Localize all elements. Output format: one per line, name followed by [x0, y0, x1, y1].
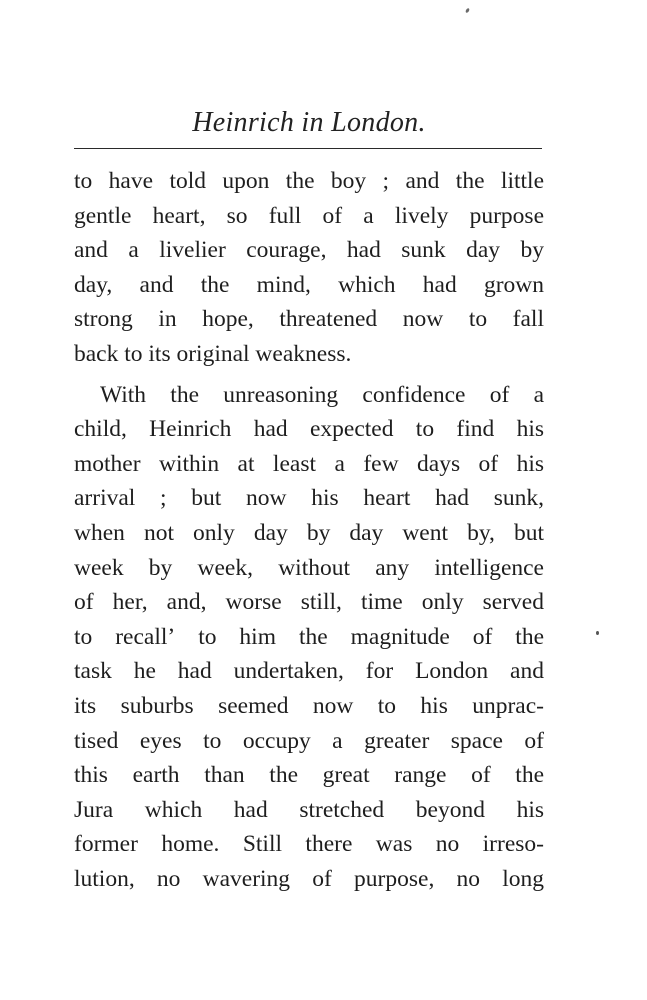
- ink-speck: [596, 631, 599, 635]
- header-rule: [74, 148, 542, 149]
- text-line: week by week, without any intelligence: [74, 554, 544, 581]
- text-line: With the unreasoning confidence of a: [100, 381, 544, 408]
- text-line: this earth than the great range of the: [74, 762, 544, 789]
- text-line: back to its original weakness.: [74, 340, 352, 367]
- text-line: Jura which had stretched beyond his: [74, 796, 544, 823]
- text-line: to have told upon the boy ; and the little: [74, 168, 544, 194]
- paragraph-1: [74, 164, 544, 372]
- paragraph-2: [74, 378, 544, 897]
- text-line: child, Heinrich had expected to find his: [74, 416, 544, 443]
- text-line: of her, and, worse still, time only served: [74, 589, 544, 616]
- text-line: arrival ; but now his heart had sunk,: [74, 485, 544, 512]
- text-line: task he had undertaken, for London and: [74, 658, 544, 685]
- text-line: and a livelier courage, had sunk day by: [74, 237, 544, 264]
- text-line: its suburbs seemed now to his unprac-: [74, 692, 544, 719]
- text-line: tised eyes to occupy a greater space of: [74, 727, 544, 754]
- text-line: mother within at least a few days of his: [74, 450, 544, 477]
- running-header: Heinrich in London.: [192, 107, 426, 138]
- text-line: gentle heart, so full of a lively purpose: [74, 202, 544, 229]
- text-line: day, and the mind, which had grown: [74, 271, 544, 298]
- text-line: former home. Still there was no irreso-: [74, 831, 544, 858]
- text-line: lution, no wavering of purpose, no long: [74, 865, 544, 892]
- text-line: to recallʼ to him the magnitude of the: [74, 623, 544, 650]
- text-line: when not only day by day went by, but: [74, 519, 544, 546]
- ink-speck: [465, 8, 470, 14]
- text-line: strong in hope, threatened now to fall: [74, 306, 544, 333]
- page-body: [74, 164, 544, 896]
